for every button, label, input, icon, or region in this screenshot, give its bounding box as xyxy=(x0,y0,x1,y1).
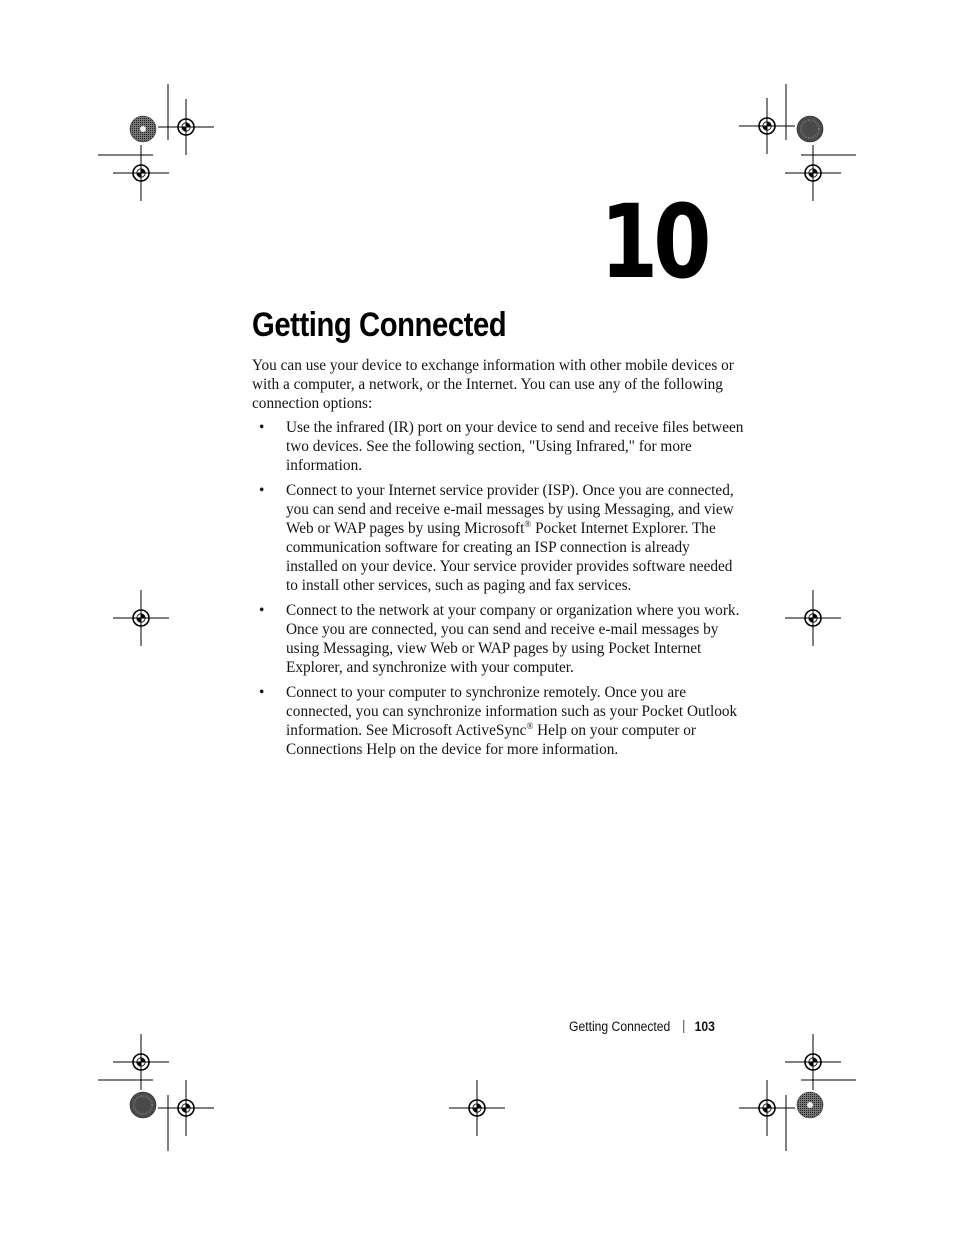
list-item-text-continued: Pocket Internet Explorer. The communication software for creating an ISP connection is already installed on your device. Your service provider provides software needed to install other services, such as paging and fax services. xyxy=(286,520,733,594)
bullet-icon: • xyxy=(259,684,265,701)
intro-paragraph: You can use your device to exchange information with other mobile devices or with a computer, a network, or the Internet. You can use any of the following connection options: xyxy=(252,357,734,412)
list-item-text-continued: Help on your computer or Connections Help on the device for more information. xyxy=(286,722,697,758)
registration-mark-icon xyxy=(785,145,841,201)
registered-mark: ® xyxy=(526,721,534,731)
starburst-target-icon xyxy=(797,116,823,142)
registration-mark-icon xyxy=(158,99,214,155)
registration-mark-icon xyxy=(113,145,169,201)
bullet-icon: • xyxy=(259,602,265,619)
registration-mark-icon xyxy=(113,1034,169,1090)
registered-mark: ® xyxy=(524,519,532,529)
registration-mark-icon xyxy=(739,98,795,154)
starburst-target-icon xyxy=(797,1092,823,1118)
list-item-text: Connect to your Internet service provider (ISP). Once you are connected, you can send and receive e-mail messages by using Messaging, and view Web or WAP pages by using Microsoft xyxy=(286,482,734,537)
bullet-icon: • xyxy=(259,419,265,436)
registration-mark-icon xyxy=(113,590,169,646)
chapter-number: 10 xyxy=(600,183,707,302)
page-number: 103 xyxy=(694,1019,715,1034)
bullet-icon: • xyxy=(259,482,265,499)
starburst-target-icon xyxy=(130,1092,156,1118)
starburst-target-icon xyxy=(130,116,156,142)
chapter-title: Getting Connected xyxy=(252,306,507,344)
list-item-text: Connect to your computer to synchronize remotely. Once you are connected, you can synchronize information such as your Pocket Outlook information. See Microsoft ActiveSync xyxy=(286,684,738,739)
list-item-text: Use the infrared (IR) port on your device to send and receive files between two devices. See the following section, "Using Infrared," for more information. xyxy=(286,419,744,474)
registration-mark-icon xyxy=(785,1034,841,1090)
registration-mark-icon xyxy=(739,1080,795,1136)
registration-mark-icon xyxy=(158,1080,214,1136)
list-item-text: Connect to the network at your company or organization where you work. Once you are connected, you can send and receive e-mail messages by using Messaging, view Web or WAP pages by using Pocket Internet Explorer, and synchronize with your computer. xyxy=(286,602,740,676)
registration-mark-icon xyxy=(785,590,841,646)
footer-section-title: Getting Connected xyxy=(569,1019,671,1034)
registration-mark-icon xyxy=(449,1080,505,1136)
